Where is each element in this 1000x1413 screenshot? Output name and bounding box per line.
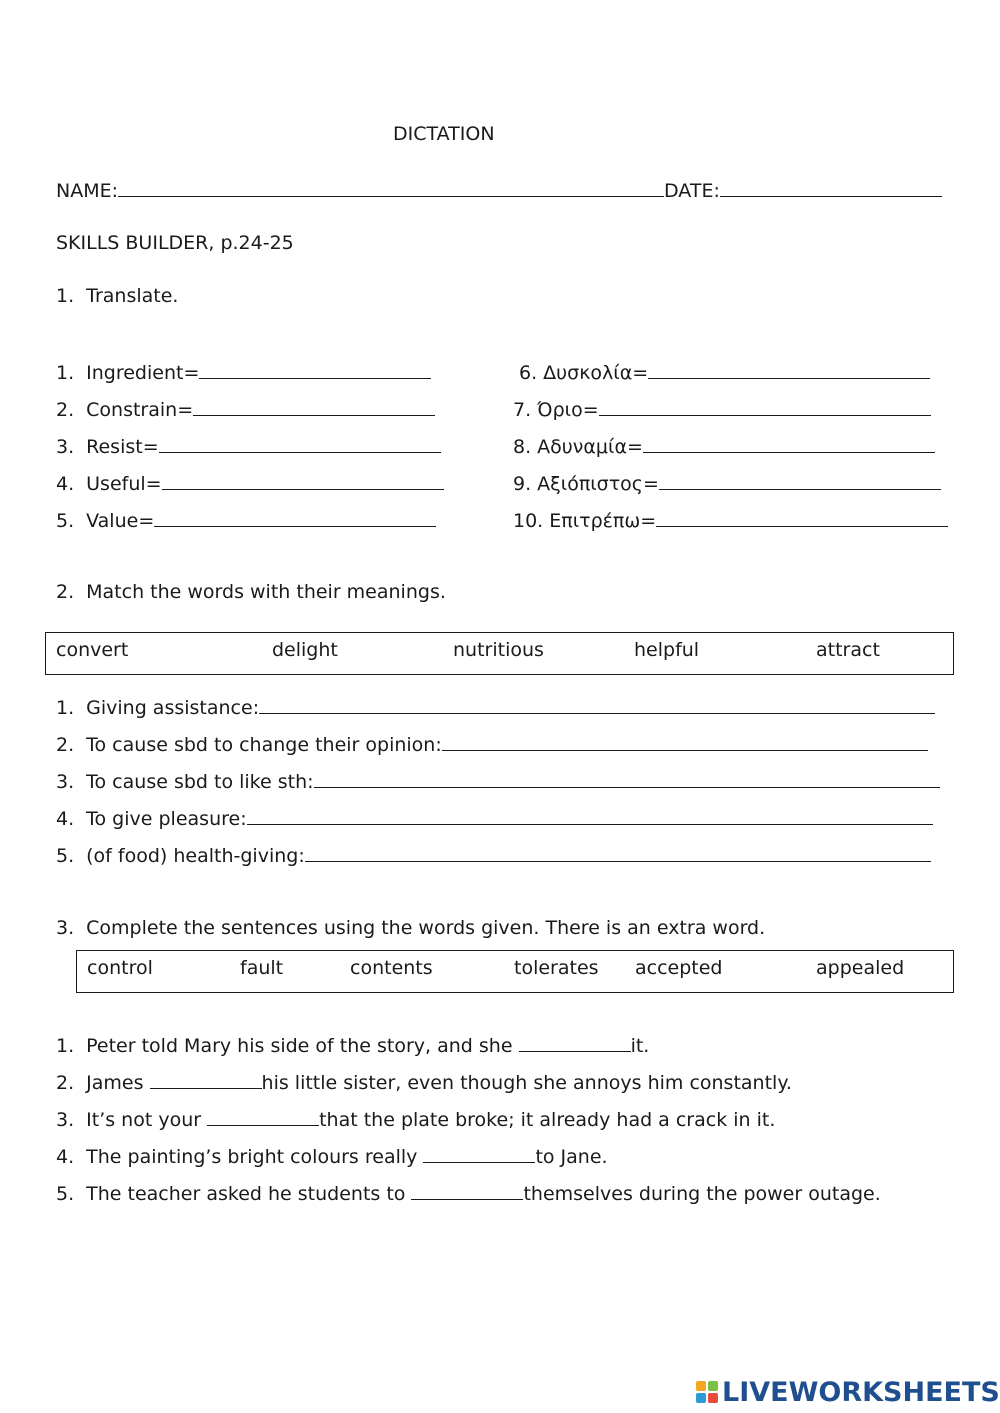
liveworksheets-grid-icon	[696, 1381, 718, 1403]
name-date-line	[56, 177, 942, 203]
logo-square	[696, 1393, 706, 1403]
section3-instruction: Complete the sentences using the words given. There is an extra word.	[86, 917, 766, 939]
logo-square	[696, 1381, 706, 1391]
translate-item	[519, 359, 930, 385]
translate-item	[513, 470, 941, 496]
translate-item	[513, 396, 931, 422]
translate-item	[56, 396, 435, 422]
section1-number: 1.	[56, 285, 75, 307]
item-number: 3.	[56, 1109, 75, 1131]
item-text: To cause sbd to change their opinion:	[86, 734, 442, 756]
answer-blank[interactable]	[648, 359, 930, 379]
match-item	[56, 694, 935, 720]
match-item	[56, 768, 940, 794]
section3-heading	[56, 916, 765, 940]
section2-heading	[56, 580, 446, 604]
name-blank[interactable]	[118, 177, 664, 197]
item-text: (of food) health-giving:	[86, 845, 305, 867]
answer-blank[interactable]	[599, 396, 931, 416]
logo-square	[708, 1381, 718, 1391]
section2-instruction: Match the words with their meanings.	[86, 581, 446, 603]
page-title: DICTATION	[393, 123, 495, 145]
sentence-start: Peter told Mary his side of the story, and she	[86, 1035, 519, 1057]
item-number: 4.	[56, 808, 75, 830]
item-number: 3.	[56, 436, 75, 458]
name-label: NAME:	[56, 180, 119, 202]
word-box-word: accepted	[635, 957, 723, 979]
word-box-word: helpful	[634, 639, 700, 661]
sentence-end: it.	[630, 1035, 650, 1057]
translate-item	[56, 470, 444, 496]
item-text: 8. Αδυναμία=	[513, 436, 643, 458]
sentence-end: his little sister, even though she annoys him constantly.	[261, 1072, 792, 1094]
section2-number: 2.	[56, 581, 75, 603]
logo-square	[708, 1393, 718, 1403]
word-box-word: appealed	[816, 957, 905, 979]
answer-blank[interactable]	[162, 470, 444, 490]
word-box-word: attract	[816, 639, 880, 661]
item-number: 5.	[56, 845, 75, 867]
answer-blank[interactable]	[193, 396, 435, 416]
item-number: 1.	[56, 362, 75, 384]
answer-blank[interactable]	[411, 1180, 523, 1200]
answer-blank[interactable]	[247, 805, 933, 825]
item-text: Value=	[86, 510, 155, 532]
sentence-item	[56, 1069, 792, 1095]
item-number: 4.	[56, 473, 75, 495]
answer-blank[interactable]	[314, 768, 940, 788]
word-box-word: tolerates	[514, 957, 599, 979]
sentence-start: The painting’s bright colours really	[86, 1146, 424, 1168]
answer-blank[interactable]	[305, 842, 931, 862]
item-text: 9. Αξιόπιστος=	[513, 473, 659, 495]
answer-blank[interactable]	[150, 1069, 262, 1089]
item-text: To give pleasure:	[86, 808, 247, 830]
item-text: Constrain=	[86, 399, 194, 421]
sentence-item	[56, 1143, 608, 1169]
match-item	[56, 805, 933, 831]
sentence-item	[56, 1106, 775, 1132]
word-box-word: delight	[272, 639, 338, 661]
answer-blank[interactable]	[199, 359, 431, 379]
item-text: Useful=	[86, 473, 162, 495]
match-item	[56, 842, 931, 868]
answer-blank[interactable]	[656, 507, 948, 527]
item-number: 4.	[56, 1146, 75, 1168]
translate-item	[513, 433, 935, 459]
word-box-word: nutritious	[453, 639, 544, 661]
translate-item	[56, 359, 431, 385]
word-box-word: contents	[350, 957, 433, 979]
sentence-end: that the plate broke; it already had a crack in it.	[319, 1109, 776, 1131]
item-text: Resist=	[86, 436, 159, 458]
item-number: 2.	[56, 734, 75, 756]
match-item	[56, 731, 928, 757]
item-text: 6. Δυσκολία=	[519, 362, 649, 384]
translate-item	[513, 507, 948, 533]
translate-item	[56, 507, 436, 533]
answer-blank[interactable]	[643, 433, 935, 453]
translate-item	[56, 433, 441, 459]
section1-instruction: Translate.	[86, 285, 179, 307]
item-number: 3.	[56, 771, 75, 793]
sentence-end: to Jane.	[535, 1146, 608, 1168]
item-number: 2.	[56, 1072, 75, 1094]
item-text: Giving assistance:	[86, 697, 260, 719]
sentence-item	[56, 1180, 881, 1206]
word-box-word: convert	[56, 639, 129, 661]
section3-number: 3.	[56, 917, 75, 939]
item-text: 7. Όριο=	[513, 399, 599, 421]
item-text: 10. Επιτρέπω=	[513, 510, 657, 532]
sentence-start: James	[86, 1072, 150, 1094]
item-number: 5.	[56, 1183, 75, 1205]
answer-blank[interactable]	[259, 694, 935, 714]
word-box	[45, 632, 954, 675]
word-box-word: control	[87, 957, 153, 979]
item-text: Ingredient=	[86, 362, 200, 384]
item-number: 5.	[56, 510, 75, 532]
answer-blank[interactable]	[207, 1106, 319, 1126]
item-text: To cause sbd to like sth:	[86, 771, 314, 793]
date-label: DATE:	[664, 180, 720, 202]
sentence-start: It’s not your	[86, 1109, 208, 1131]
answer-blank[interactable]	[519, 1032, 631, 1052]
word-box	[76, 950, 954, 993]
sentence-start: The teacher asked he students to	[86, 1183, 412, 1205]
answer-blank[interactable]	[659, 470, 941, 490]
date-blank[interactable]	[720, 177, 942, 197]
logo-text: LIVEWORKSHEETS	[722, 1376, 1000, 1408]
answer-blank[interactable]	[159, 433, 441, 453]
answer-blank[interactable]	[154, 507, 436, 527]
answer-blank[interactable]	[423, 1143, 535, 1163]
item-number: 1.	[56, 1035, 75, 1057]
sentence-end: themselves during the power outage.	[523, 1183, 881, 1205]
item-number: 2.	[56, 399, 75, 421]
item-number: 1.	[56, 697, 75, 719]
subtitle: SKILLS BUILDER, p.24-25	[56, 232, 294, 254]
answer-blank[interactable]	[442, 731, 928, 751]
liveworksheets-logo[interactable]	[696, 1375, 1000, 1409]
word-box-word: fault	[240, 957, 284, 979]
section1-heading	[56, 284, 178, 308]
sentence-item	[56, 1032, 649, 1058]
